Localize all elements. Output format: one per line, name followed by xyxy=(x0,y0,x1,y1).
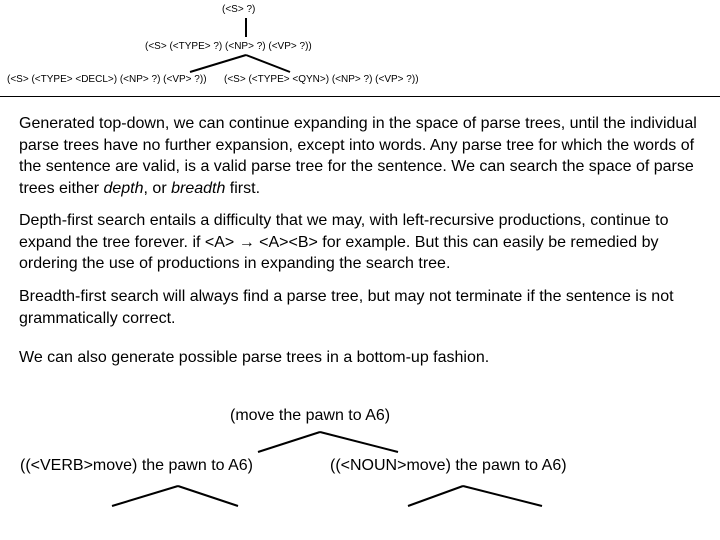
bottom-left-subtree-right xyxy=(178,486,238,506)
top-tree-root: (<S> ?) xyxy=(222,4,256,15)
top-tree-right-child: (<S> (<TYPE> <QYN>) (<NP> ?) (<VP> ?)) xyxy=(224,74,419,85)
bottom-tree-root: (move the pawn to A6) xyxy=(230,407,391,424)
paragraph-top-down xyxy=(19,113,719,199)
paragraph-top-down-text-a: Generated top-down, we can continue expanding in the space of parse trees, until the individual parse trees have no further expansion, except into words. Any parse tree for which the words of the sentence are valid, is a valid parse tree for the sentence. We can search the space of parse trees either xyxy=(19,115,697,197)
paragraph-bottom-up: We can also generate possible parse trees in a bottom-up fashion. xyxy=(19,349,490,366)
paragraph-top-down-text-b: , or xyxy=(143,179,172,197)
bottom-tree-left-child: ((<VERB>move) the pawn to A6) xyxy=(20,457,253,474)
bottom-right-subtree-right xyxy=(463,486,542,506)
paragraph-depth-first: Depth-first search entails a difficulty that we may, with left-recursive productions, continue to expand the tree forever. if <A> → <A><B> for example. But this can easily be remedied by ordering the use of productions in expanding the search tree. xyxy=(19,212,669,272)
paragraph-breadth-first: Breadth-first search will always find a parse tree, but may not terminate if the sentence is not grammatically correct. xyxy=(19,288,674,327)
bottom-tree-right-child: ((<NOUN>move) the pawn to A6) xyxy=(330,457,567,474)
top-tree-branch-right xyxy=(246,55,290,72)
top-tree-branch-left xyxy=(190,55,246,72)
term-breadth: breadth xyxy=(171,179,226,197)
top-tree-left-child: (<S> (<TYPE> <DECL>) (<NP> ?) (<VP> ?)) xyxy=(7,74,207,85)
bottom-left-subtree-left xyxy=(112,486,178,506)
bottom-tree-branch-right xyxy=(320,432,398,452)
term-depth: depth xyxy=(103,179,144,197)
horizontal-rule xyxy=(0,96,720,97)
bottom-tree-branch-left xyxy=(258,432,320,452)
top-tree-level1: (<S> (<TYPE> ?) (<NP> ?) (<VP> ?)) xyxy=(145,41,312,52)
paragraph-top-down-text-c: first. xyxy=(225,179,261,197)
bottom-right-subtree-left xyxy=(408,486,463,506)
